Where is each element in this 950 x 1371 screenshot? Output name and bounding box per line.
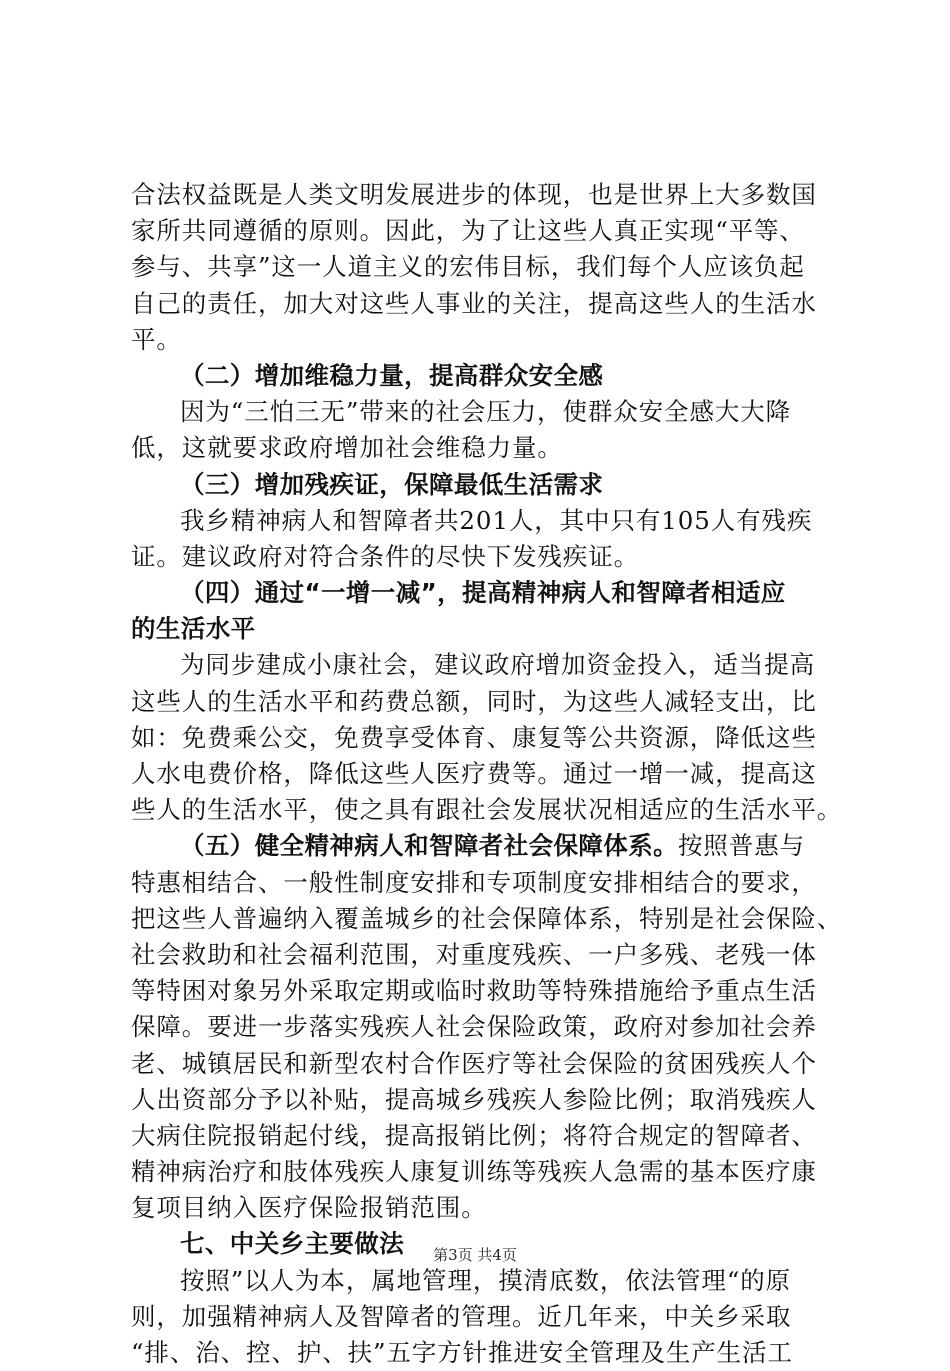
- paragraph-line: [131, 901, 843, 937]
- line-text: 把这些人普遍纳入覆盖城乡的社会保障体系，特别是社会保险、: [131, 903, 843, 933]
- line-text: 参与、共享”这一人道主义的宏伟目标，我们每个人应该负起: [131, 252, 805, 282]
- heading-text: （三）增加残疾证，保障最低生活需求: [180, 469, 604, 499]
- paragraph-line: [131, 973, 831, 1009]
- section-heading-line: [131, 467, 831, 503]
- line-text: 平。: [131, 324, 182, 354]
- line-text: 自己的责任，加大对这些人事业的关注，提高这些人的生活水: [131, 288, 817, 318]
- section-heading-line: [131, 575, 831, 611]
- heading-text: （五）健全精神病人和智障者社会保障体系。: [180, 831, 678, 861]
- line-text: 如：免费乘公交，免费享受体育、康复等公共资源，降低这些: [131, 722, 817, 752]
- paragraph-line: [131, 647, 831, 683]
- line-text: “排、治、控、护、扶”五字方针推进安全管理及生产生活工: [131, 1338, 793, 1367]
- line-text: 精神病治疗和肢体残疾人康复训练等残疾人急需的基本医疗康: [131, 1157, 817, 1187]
- paragraph-line: [131, 394, 831, 430]
- line-text: 人出资部分予以补贴，提高城乡残疾人参险比例；取消残疾人: [131, 1084, 817, 1114]
- section-heading-line: [131, 611, 831, 647]
- line-text: 大病住院报销起付线，提高报销比例；将符合规定的智障者、: [131, 1120, 817, 1150]
- paragraph-line: [131, 213, 831, 249]
- line-text: 低，这就要求政府增加社会维稳力量。: [131, 433, 563, 463]
- line-text: 合法权益既是人类文明发展进步的体现，也是世界上大多数国: [131, 180, 817, 209]
- page-footer: 第3页 共4页: [433, 1246, 517, 1264]
- paragraph-line: [131, 177, 831, 213]
- paragraph-line: [131, 720, 831, 756]
- line-text: 证。建议政府对符合条件的尽快下发残疾证。: [131, 541, 639, 571]
- paragraph-line: [131, 1009, 831, 1045]
- line-text-continuation: 按照普惠与: [678, 831, 805, 861]
- paragraph-line: [131, 1118, 831, 1154]
- paragraph-line: [131, 430, 831, 466]
- section-heading-line: [131, 358, 831, 394]
- heading-text: （四）通过“一增一减”，提高精神病人和智障者相适应: [180, 578, 786, 608]
- paragraph-line: [131, 1190, 831, 1226]
- heading-text: 的生活水平: [131, 614, 256, 644]
- line-text: 些人的生活水平，使之具有跟社会发展状况相适应的生活水平。: [131, 795, 843, 825]
- line-text: 特惠相结合、一般性制度安排和专项制度安排相结合的要求，: [131, 867, 817, 897]
- paragraph-line: [131, 1154, 831, 1190]
- document-body: [131, 177, 843, 1371]
- paragraph-line: [131, 503, 831, 539]
- paragraph-line: [131, 937, 831, 973]
- paragraph-line: [131, 1299, 831, 1335]
- line-text: 我乡精神病人和智障者共201人，其中只有105人有残疾: [180, 505, 813, 535]
- line-text: 复项目纳入医疗保险报销范围。: [131, 1193, 487, 1223]
- paragraph-line: [131, 1335, 831, 1371]
- section-heading-line: [131, 828, 831, 864]
- line-text: 保障。要进一步落实残疾人社会保险政策，政府对参加社会养: [131, 1012, 817, 1042]
- line-text: 家所共同遵循的原则。因此，为了让这些人真正实现“平等、: [131, 216, 805, 246]
- line-text: 为同步建成小康社会，建议政府增加资金投入，适当提高: [180, 650, 815, 680]
- paragraph-line: [131, 1046, 831, 1082]
- line-text: 社会救助和社会福利范围，对重度残疾、一户多残、老残一体: [131, 939, 817, 969]
- line-text: 按照”以人为本，属地管理，摸清底数，依法管理“的原: [180, 1265, 792, 1295]
- paragraph-line: [131, 286, 831, 322]
- heading-text: （二）增加维稳力量，提高群众安全感: [180, 360, 604, 390]
- paragraph-line: [131, 792, 843, 828]
- line-text: 则，加强精神病人及智障者的管理。近几年来，中关乡采取: [131, 1301, 792, 1331]
- paragraph-line: [131, 756, 831, 792]
- paragraph-line: [131, 865, 831, 901]
- line-text: 等特困对象另外采取定期或临时救助等特殊措施给予重点生活: [131, 976, 817, 1006]
- paragraph-line: [131, 322, 831, 358]
- paragraph-line: [131, 539, 831, 575]
- line-text: 因为“三怕三无”带来的社会压力，使群众安全感大大降: [180, 397, 792, 427]
- paragraph-line: [131, 684, 831, 720]
- line-text: 这些人的生活水平和药费总额，同时，为这些人减轻支出，比: [131, 686, 817, 716]
- line-text: 人水电费价格，降低这些人医疗费等。通过一增一减，提高这: [131, 759, 817, 788]
- paragraph-line: [131, 249, 831, 285]
- heading-text: 七、中关乡主要做法: [180, 1229, 405, 1259]
- paragraph-line: [131, 1263, 831, 1299]
- paragraph-line: [131, 1082, 831, 1118]
- line-text: 老、城镇居民和新型农村合作医疗等社会保险的贫困残疾人个: [131, 1048, 817, 1078]
